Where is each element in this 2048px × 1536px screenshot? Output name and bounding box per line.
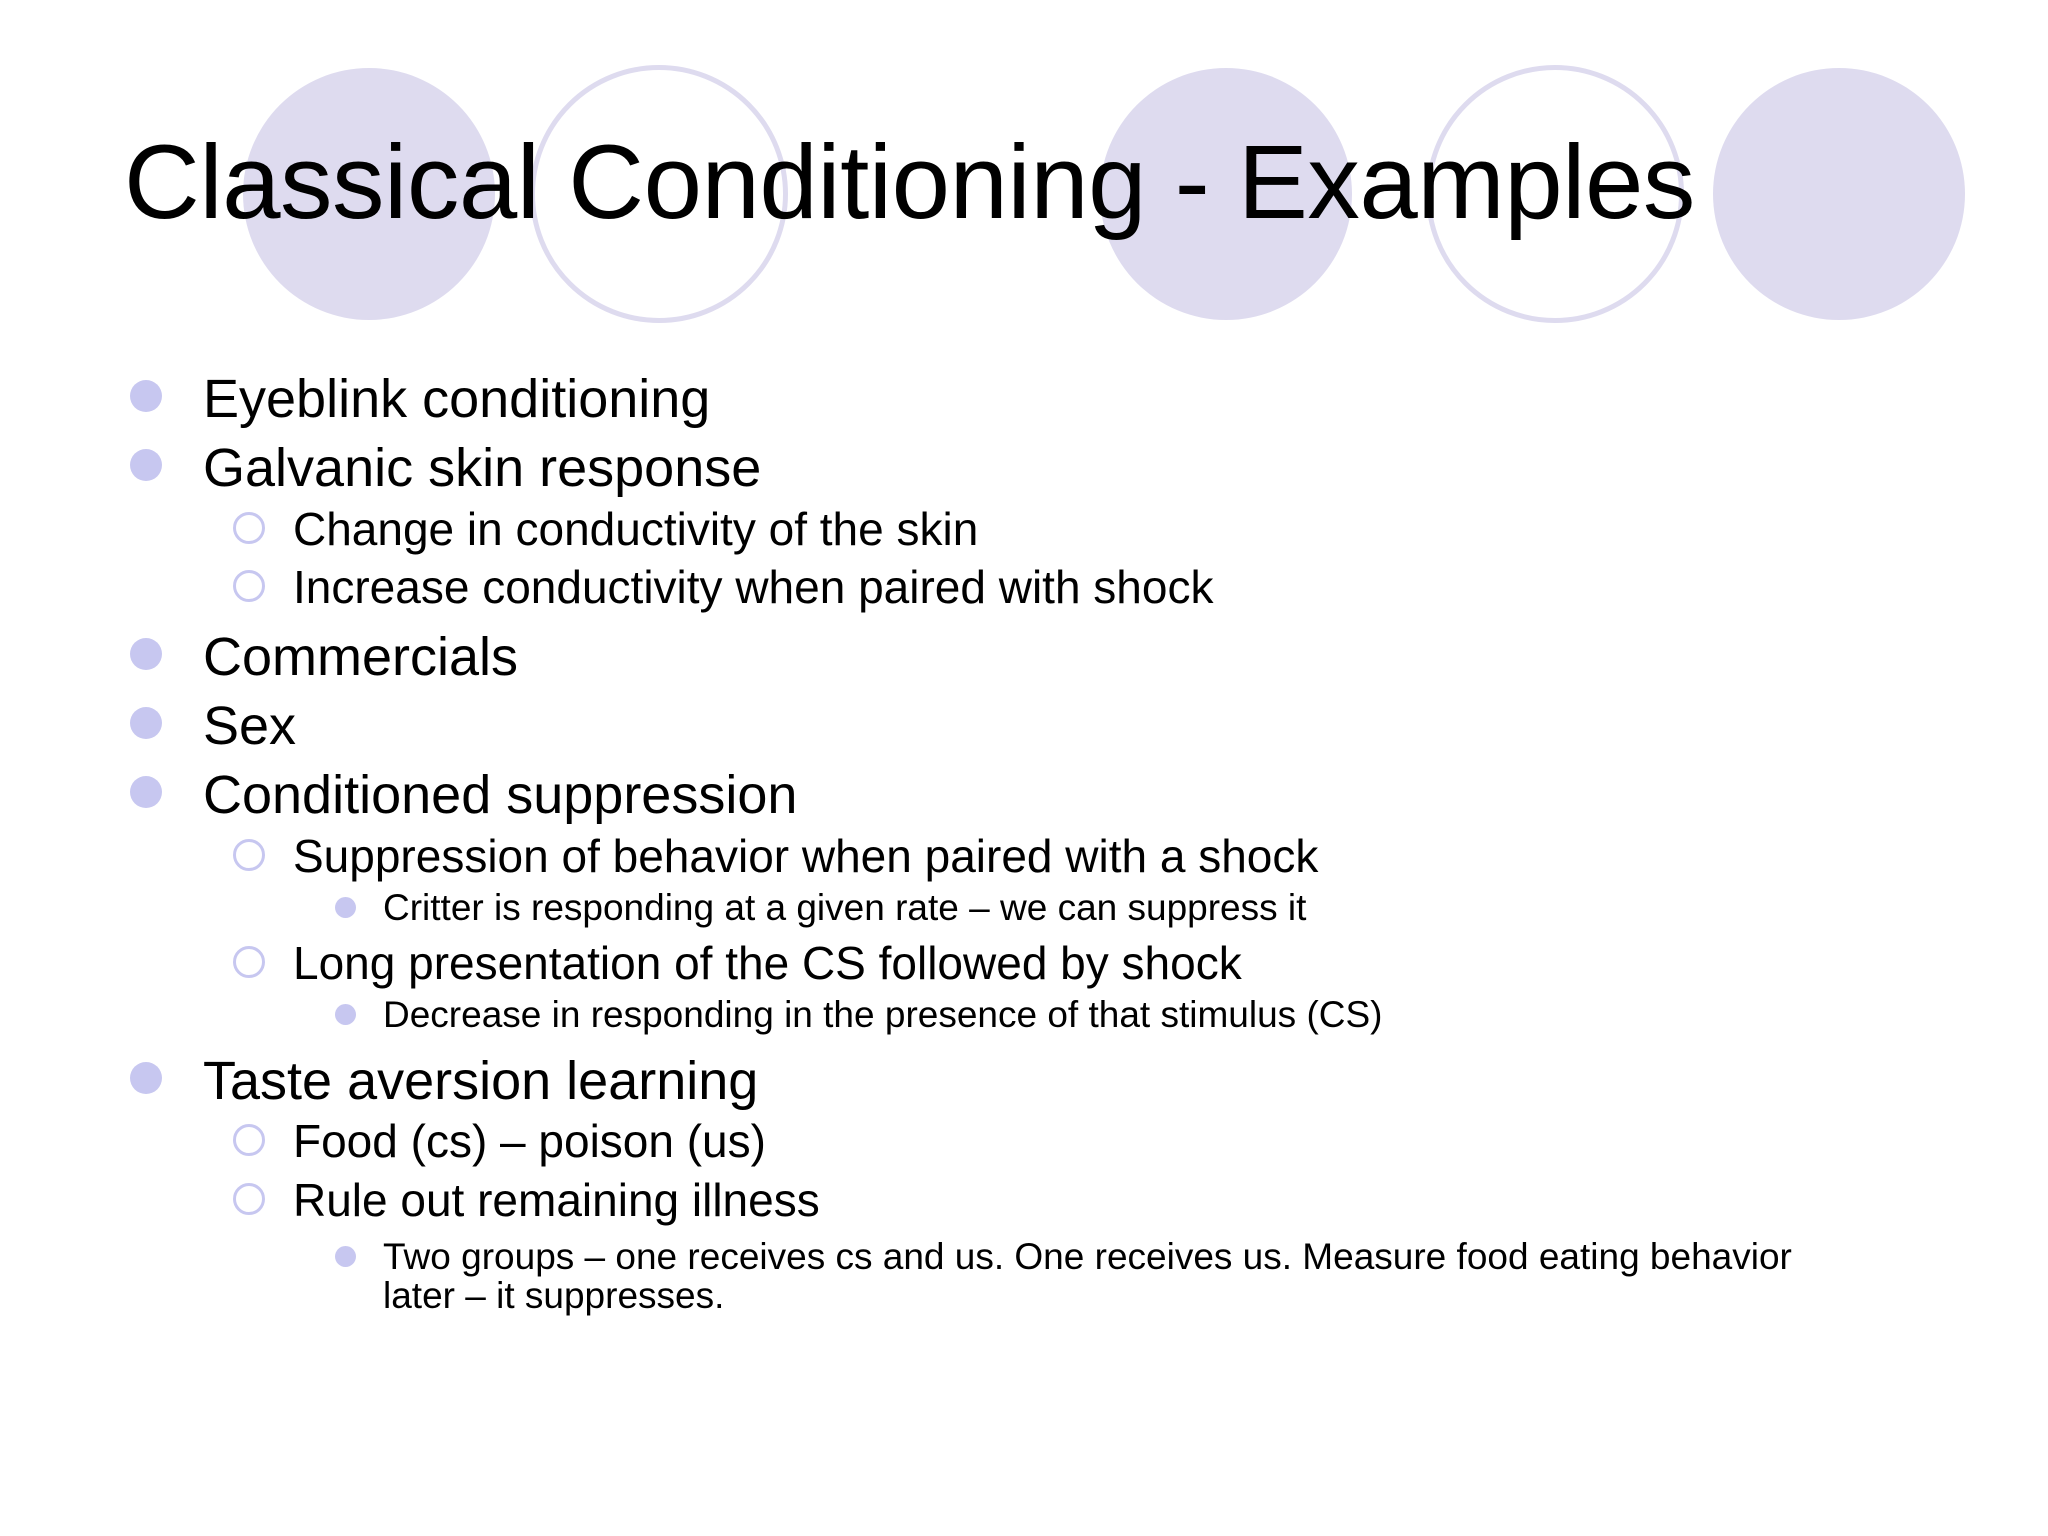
list-item-text: Rule out remaining illness (293, 1174, 820, 1226)
bullet-dot-icon (130, 380, 162, 412)
list-item-text: Change in conductivity of the skin (293, 503, 979, 555)
bullet-ring-icon (233, 1183, 265, 1215)
bullet-ring-icon (233, 570, 265, 602)
bullet-dot-icon (335, 897, 356, 918)
list-item-text: Galvanic skin response (203, 438, 762, 498)
bullet-ring-icon (233, 946, 265, 978)
list-item-text: Commercials (203, 627, 519, 687)
bullet-dot-icon (335, 1004, 356, 1025)
list-item-text: Increase conductivity when paired with shock (293, 561, 1214, 613)
list-item-text: Sex (203, 696, 297, 756)
slide-title: Classical Conditioning - Examples (124, 124, 1695, 241)
list-item-text: Taste aversion learning (203, 1051, 759, 1111)
bullet-dot-icon (130, 638, 162, 670)
list-item-text: later – it suppresses. (383, 1275, 725, 1316)
bullet-dot-icon (130, 1062, 162, 1094)
bullet-dot-icon (130, 707, 162, 739)
bullet-dot-icon (130, 449, 162, 481)
bullet-dot-icon (335, 1246, 356, 1267)
list-item-text: Critter is responding at a given rate – we can suppress it (383, 887, 1307, 928)
list-item-text: Suppression of behavior when paired with a shock (293, 830, 1319, 882)
list-item-text: Conditioned suppression (203, 765, 798, 825)
list-item-text: Eyeblink conditioning (203, 369, 711, 429)
bullet-ring-icon (233, 1124, 265, 1156)
list-item-text: Decrease in responding in the presence of that stimulus (CS) (383, 994, 1383, 1035)
bullet-ring-icon (233, 839, 265, 871)
list-item-text: Food (cs) – poison (us) (293, 1115, 766, 1167)
list-item-text: Two groups – one receives cs and us. One receives us. Measure food eating behavior (383, 1236, 1792, 1277)
list-item-text: Long presentation of the CS followed by shock (293, 937, 1242, 989)
bullet-ring-icon (233, 512, 265, 544)
decorative-circle-filled (1713, 68, 1965, 320)
bullet-dot-icon (130, 776, 162, 808)
